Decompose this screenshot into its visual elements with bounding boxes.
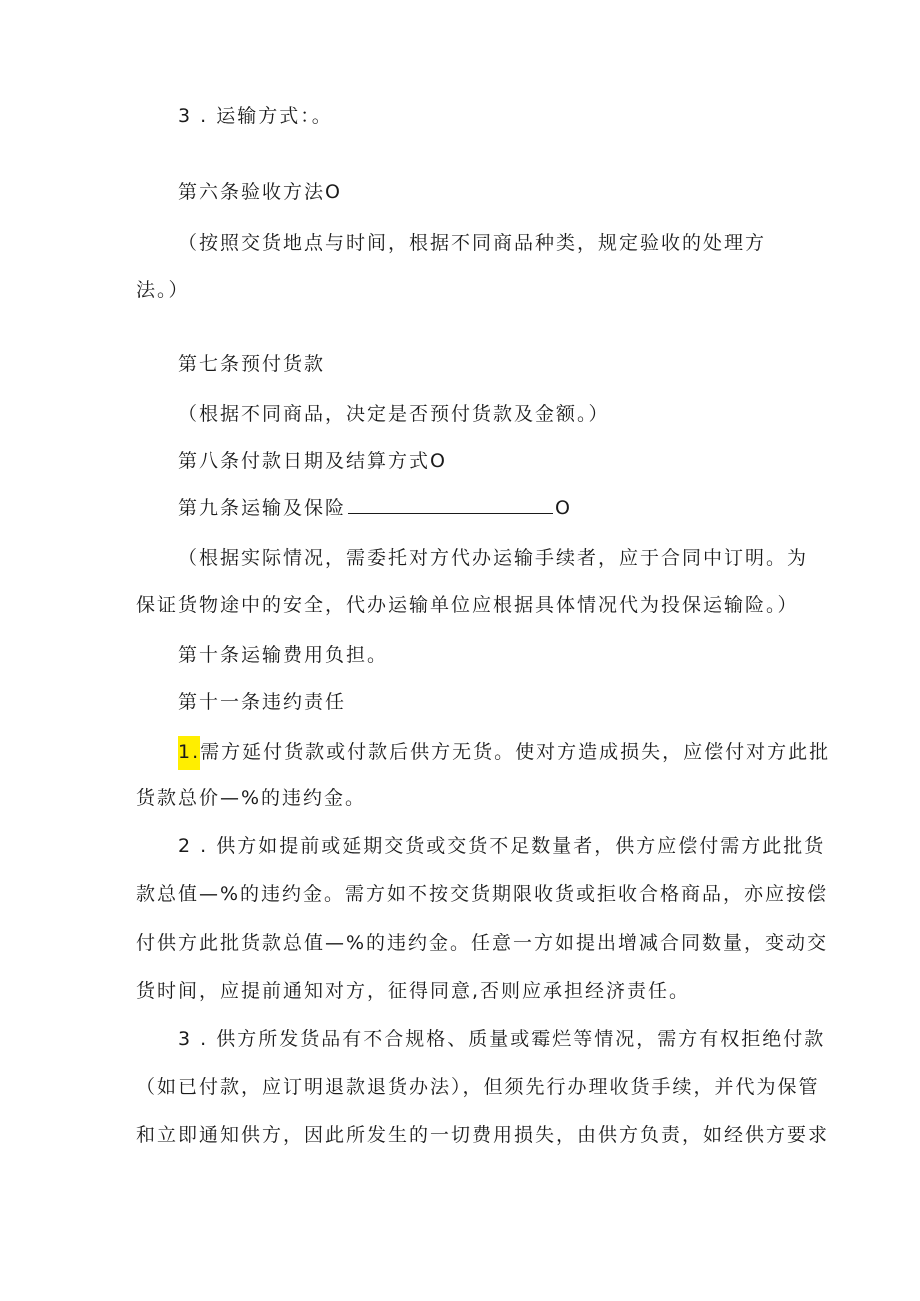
article-9-note-line-1: （根据实际情况，需委托对方代办运输手续者，应于合同中订明。为 xyxy=(178,547,809,569)
article-9-note-line-2: 保证货物途中的安全，代办运输单位应根据具体情况代为投保运输险。） xyxy=(136,594,799,616)
article-9-mark: O xyxy=(555,497,572,519)
highlighted-clause-number: 1. xyxy=(178,736,200,770)
article-6-heading: 第六条验收方法O xyxy=(178,181,342,203)
article-6-note-line-2: 法。） xyxy=(136,279,190,301)
article-8-heading: 第八条付款日期及结算方式O xyxy=(178,450,447,472)
clause-2-line-3: 付供方此批货款总值—%的违约金。任意一方如提出增减合同数量，变动交 xyxy=(136,932,829,954)
clause-1-text: 需方延付货款或付款后供方无货。使对方造成损失，应偿付对方此批 xyxy=(200,741,831,763)
transport-method-line: 3 . 运输方式：。 xyxy=(178,105,333,127)
clause-2-line-1: 2 . 供方如提前或延期交货或交货不足数量者，供方应偿付需方此批货 xyxy=(178,835,826,857)
clause-2-line-4: 货时间，应提前通知对方，征得同意,否则应承担经济责任。 xyxy=(136,980,691,1002)
fill-in-blank xyxy=(348,497,553,514)
article-7-heading: 第七条预付货款 xyxy=(178,353,326,375)
clause-3-line-3: 和立即通知供方，因此所发生的一切费用损失，由供方负责，如经供方要求 xyxy=(136,1124,830,1146)
article-9-title: 第九条运输及保险 xyxy=(178,497,347,519)
article-6-note-line-1: （按照交货地点与时间，根据不同商品种类，规定验收的处理方 xyxy=(178,232,767,254)
clause-1-line-1 xyxy=(178,736,830,770)
article-11-heading: 第十一条违约责任 xyxy=(178,691,347,713)
article-10-heading: 第十条运输费用负担。 xyxy=(178,644,389,666)
clause-3-line-1: 3 . 供方所发货品有不合规格、质量或霉烂等情况，需方有权拒绝付款 xyxy=(178,1028,826,1050)
article-9-heading xyxy=(178,496,572,520)
clause-2-line-2: 款总值—%的违约金。需方如不按交货期限收货或拒收合格商品，亦应按偿 xyxy=(136,883,829,905)
article-7-note: （根据不同商品，决定是否预付货款及金额。） xyxy=(178,403,610,425)
clause-1-line-2: 货款总价—%的违约金。 xyxy=(136,787,367,809)
clause-3-line-2: （如已付款，应订明退款退货办法），但须先行办理收货手续，并代为保管 xyxy=(136,1076,820,1098)
